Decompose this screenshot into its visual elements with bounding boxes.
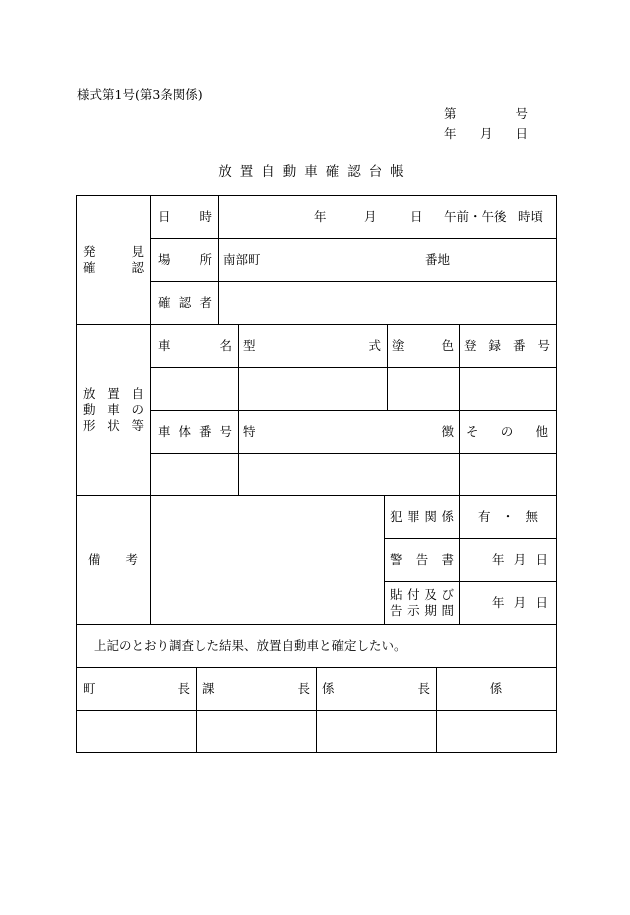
approval-mayor-label: 町 長 (83, 681, 190, 696)
rule (387, 324, 388, 410)
approval-section-chief-label: 課 長 (202, 681, 310, 696)
rule (150, 195, 151, 624)
date-month: 月 (480, 126, 493, 141)
datetime-year: 年 (314, 209, 327, 224)
rule (459, 324, 460, 495)
rule (384, 538, 557, 539)
warning-notice-label: 警 告 書 (390, 552, 454, 567)
datetime-ampm: 午前・午後 (444, 209, 507, 224)
registration-number-label: 登 録 番 号 (464, 338, 550, 353)
rule (76, 495, 557, 496)
rule (384, 581, 557, 582)
vehicle-name-label: 車 名 (158, 338, 232, 353)
place-town: 南部町 (223, 252, 261, 267)
datetime-label: 日 時 (158, 209, 212, 224)
color-label: 塗 色 (392, 338, 454, 353)
approval-staff-label: 係 (489, 681, 503, 696)
posting-period-date: 年 月 日 (492, 595, 548, 610)
posting-period-label: 貼 付 及 び 告 示 期 間 (390, 587, 454, 618)
rule (150, 238, 557, 239)
place-address-suffix: 番地 (425, 252, 451, 267)
statement-text: 上記のとおり調査した結果、放置自動車と確定したい。 (94, 638, 407, 653)
document-title: 放置自動車確認台帳 (218, 164, 412, 180)
rule (150, 453, 557, 454)
crime-relation-value: 有 ・ 無 (478, 509, 538, 524)
datetime-hour: 時頃 (518, 209, 544, 224)
approval-subsection-chief-label: 係 長 (322, 681, 430, 696)
date-day: 日 (515, 126, 528, 141)
rule (76, 324, 557, 325)
rule (436, 667, 437, 753)
rule (238, 324, 239, 495)
rule (150, 367, 557, 368)
form-table (76, 195, 556, 753)
number-suffix: 号 (515, 106, 528, 121)
rule (316, 667, 317, 753)
rule (150, 281, 557, 282)
rule (459, 495, 460, 624)
confirmer-label: 確 認 者 (158, 295, 212, 310)
datetime-month: 月 (364, 209, 377, 224)
crime-relation-label: 犯 罪 関 係 (390, 509, 454, 524)
body-number-label: 車 体 番 号 (158, 424, 232, 439)
form-number: 様式第1号(第3条関係) (77, 87, 203, 102)
datetime-day: 日 (410, 209, 423, 224)
place-label: 場 所 (158, 252, 212, 267)
other-label: そ の 他 (466, 424, 548, 439)
rule (150, 410, 557, 411)
vehicle-section-label: 放 置 自 動 車 の 形 状 等 (83, 386, 144, 433)
discovery-section-label: 発 見 確 認 (83, 244, 144, 275)
remarks-section-label: 備 考 (88, 552, 138, 567)
border-top (76, 195, 557, 196)
rule (196, 667, 197, 753)
border-right (556, 195, 557, 753)
date-year: 年 (444, 126, 457, 141)
features-label: 特 徴 (243, 424, 454, 439)
border-left (76, 195, 77, 753)
model-label: 型 式 (243, 338, 381, 353)
rule (384, 495, 385, 624)
warning-notice-date: 年 月 日 (492, 552, 548, 567)
rule (218, 195, 219, 324)
rule (76, 624, 557, 625)
number-prefix: 第 (444, 106, 457, 121)
